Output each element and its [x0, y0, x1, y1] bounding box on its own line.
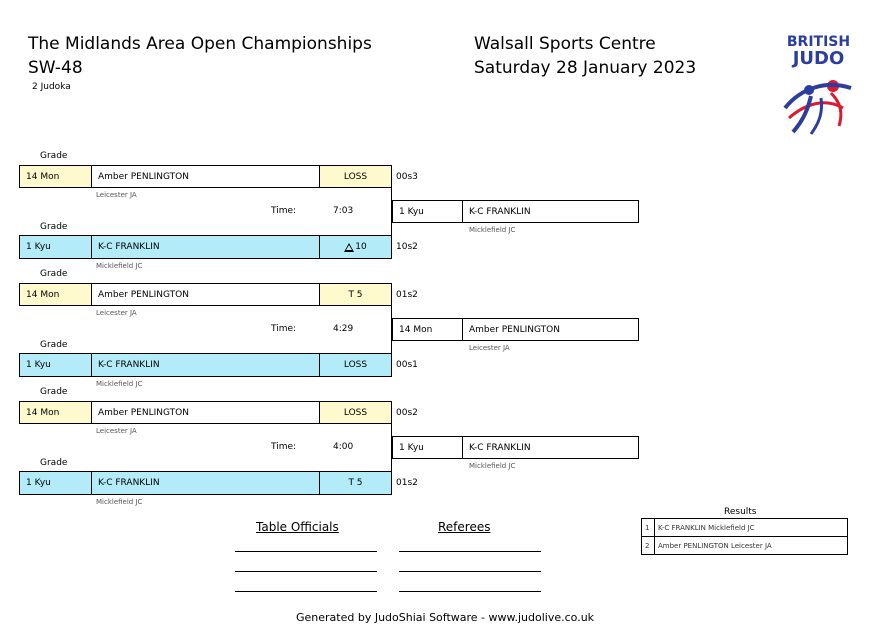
warning-icon [344, 243, 354, 252]
signature-line [235, 571, 377, 572]
match-time: 7:03 [333, 206, 354, 216]
event-date: Saturday 28 January 2023 [474, 58, 697, 78]
time-label: Time: [271, 324, 297, 334]
competitor-grade: 1 Kyu [19, 353, 92, 377]
competitor-grade: 14 Mon [19, 283, 92, 306]
competitor-grade: 14 Mon [19, 401, 92, 424]
score: 00s2 [396, 408, 418, 418]
result-value: 10 [355, 242, 367, 252]
score: 01s2 [396, 478, 418, 488]
competitor-grade: 14 Mon [19, 165, 92, 188]
result-rank: 2 [642, 537, 655, 555]
competitor-name: Amber PENLINGTON [91, 401, 320, 424]
result-box [319, 235, 392, 259]
competitor-name: K-C FRANKLIN [91, 353, 320, 377]
grade-label: Grade [40, 269, 68, 279]
score: 00s3 [396, 172, 418, 182]
result-box [319, 353, 392, 377]
grade-label: Grade [40, 387, 68, 397]
winner-name: K-C FRANKLIN [462, 436, 639, 459]
score: 01s2 [396, 290, 418, 300]
venue: Walsall Sports Centre [474, 34, 656, 54]
competitor-club: Leicester JA [96, 191, 137, 199]
competitor-grade: 1 Kyu [19, 235, 92, 259]
time-label: Time: [271, 206, 297, 216]
grade-label: Grade [40, 458, 68, 468]
footer-credit: Generated by JudoShiai Software - www.judolive.co.uk [296, 611, 595, 624]
table-officials-heading: Table Officials [256, 520, 339, 534]
score: 10s2 [396, 242, 418, 252]
results-row [642, 519, 848, 537]
competitor-name: K-C FRANKLIN [91, 235, 320, 259]
winner-club: Leicester JA [469, 344, 510, 352]
signature-line [399, 591, 541, 592]
results-heading: Results [724, 507, 757, 517]
competitor-grade: 1 Kyu [19, 471, 92, 495]
result-text: Amber PENLINGTON Leicester JA [655, 537, 848, 555]
result-text: K-C FRANKLIN Micklefield JC [655, 519, 848, 537]
winner-grade: 1 Kyu [392, 436, 463, 459]
logo-line2: JUDO [792, 48, 845, 69]
signature-line [399, 571, 541, 572]
category-title: SW-48 [28, 58, 83, 78]
signature-line [235, 551, 377, 552]
referees-heading: Referees [438, 520, 491, 534]
judo-figures-icon [781, 68, 856, 138]
winner-club: Micklefield JC [469, 462, 516, 470]
competitor-club: Micklefield JC [96, 380, 143, 388]
logo-line1: BRITISH [786, 34, 851, 50]
competitor-club: Leicester JA [96, 427, 137, 435]
winner-name: K-C FRANKLIN [462, 200, 639, 223]
result-box: T 5 [319, 283, 392, 306]
competitor-club: Leicester JA [96, 309, 137, 317]
grade-label: Grade [40, 151, 68, 161]
winner-name: Amber PENLINGTON [462, 318, 639, 341]
winner-grade: 14 Mon [392, 318, 463, 341]
time-label: Time: [271, 442, 297, 452]
competitor-club: Micklefield JC [96, 262, 143, 270]
british-judo-logo [781, 35, 856, 140]
result-box: LOSS [319, 401, 392, 424]
result-value: LOSS [343, 360, 368, 370]
competitor-name: K-C FRANKLIN [91, 471, 320, 495]
competitor-name: Amber PENLINGTON [91, 283, 320, 306]
match-time: 4:00 [333, 442, 354, 452]
competitor-name: Amber PENLINGTON [91, 165, 320, 188]
result-value: T 5 [348, 478, 363, 488]
result-rank: 1 [642, 519, 655, 537]
competitor-club: Micklefield JC [96, 498, 143, 506]
match-time: 4:29 [333, 324, 354, 334]
results-table [641, 518, 848, 555]
signature-line [235, 591, 377, 592]
winner-club: Micklefield JC [469, 226, 516, 234]
judoka-count: 2 Judoka [32, 82, 71, 92]
results-row [642, 537, 848, 555]
result-box [319, 471, 392, 495]
event-title: The Midlands Area Open Championships [28, 34, 372, 54]
grade-label: Grade [40, 340, 68, 350]
score: 00s1 [396, 360, 418, 370]
result-box: LOSS [319, 165, 392, 188]
signature-line [399, 551, 541, 552]
grade-label: Grade [40, 222, 68, 232]
winner-grade: 1 Kyu [392, 200, 463, 223]
